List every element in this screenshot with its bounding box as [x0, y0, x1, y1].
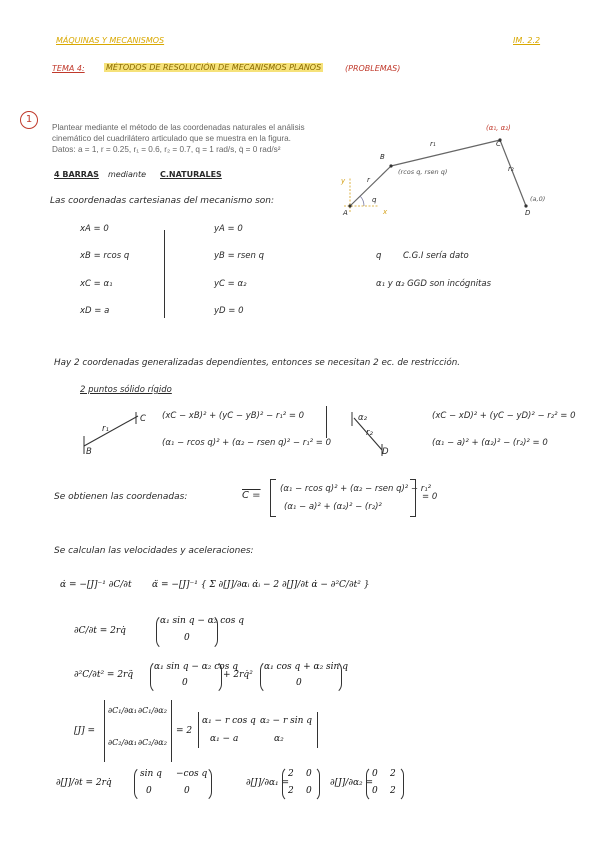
dJda1-21: 2	[288, 786, 294, 796]
section3-bracket-left	[270, 479, 276, 517]
J-r11: α₁ − r cos q	[202, 716, 256, 726]
bar-r	[350, 166, 391, 206]
J-r22: α₂	[274, 734, 284, 744]
d2C-b-r1: α₁ cos q + α₂ sin q	[264, 662, 348, 672]
J-eq: = 2	[176, 726, 193, 736]
label-C: C	[496, 140, 501, 148]
coord-yD: yD = 0	[214, 306, 244, 316]
section1-title-a: 4 BARRAS	[54, 170, 99, 179]
d2C-a-r1: α₁ sin q − α₂ cos q	[154, 662, 238, 672]
cd-label-a2: α₂	[358, 413, 368, 423]
label-a12: (α₁, α₂)	[486, 124, 511, 132]
tema-title-text: MÉTODOS DE RESOLUCIÓN DE MECANISMOS PLANOS	[106, 63, 322, 72]
eq-bc-2: (α₁ − rcos q)² + (α₂ − rsen q)² − r₁² = 0	[162, 438, 331, 448]
section3-eq0: = 0	[422, 492, 438, 502]
eq-velocity-text: α̇ = −[J]⁻¹ ∂C/∂t	[60, 580, 132, 590]
bc-label-B: B	[86, 447, 92, 457]
d2C-b-r2: 0	[296, 678, 302, 688]
eq-acceleration	[152, 580, 369, 590]
subject-title: MÁQUINAS Y MECANISMOS	[56, 36, 165, 45]
eq-cd-2: (α₁ − a)² + (α₂)² − (r₂)² = 0	[432, 438, 548, 448]
label-a0: (a,0)	[530, 195, 546, 203]
problem-statement	[52, 122, 320, 156]
coord-yA: yA = 0	[214, 224, 243, 234]
dJdt-12: −cos q	[176, 769, 208, 779]
section1-line: Las coordenadas cartesianas del mecanismo son:	[50, 196, 275, 206]
coords-divider	[164, 230, 165, 318]
bc-label-C: C	[140, 414, 146, 424]
d2C-a-r2: 0	[182, 678, 188, 688]
section3-line: Se obtienen las coordenadas:	[54, 492, 188, 502]
label-x: x	[383, 208, 388, 216]
joint-A	[348, 204, 351, 207]
statement-line-3: Datos: a = 1, r = 0.25, r₁ = 0.6, r₂ = 0.7, q = 1 rad/s, q̇ = 0 rad/s²	[52, 145, 281, 155]
eq-cd-1: (xC − xD)² + (yC − yD)² − r₂² = 0	[432, 411, 576, 421]
label-A: A	[343, 209, 348, 217]
cd-label-D: D	[382, 447, 389, 457]
dJdt-22: 0	[184, 786, 190, 796]
dJda2-12: 2	[390, 769, 396, 779]
J-lhs: [J] =	[74, 726, 96, 736]
note-q: q	[376, 251, 382, 261]
dJda1-22: 0	[306, 786, 312, 796]
section4-line: Se calculan las velocidades y aceleraciones:	[54, 546, 254, 556]
statement-line-2: cinemático del cuadrilátero articulado que se muestra en la figura.	[52, 134, 291, 144]
label-y: y	[341, 177, 346, 185]
section3-bracket-right	[410, 479, 416, 517]
section2-line: Hay 2 coordenadas generalizadas dependientes, entonces se necesitan 2 ec. de restricción.	[54, 358, 461, 368]
statement-line-1: Plantear mediante el método de las coordenadas naturales el análisis	[52, 123, 305, 132]
coord-yB: yB = rsen q	[214, 251, 265, 261]
joint-B	[389, 164, 392, 167]
bar-r1	[391, 140, 500, 166]
section3-vec: C =	[242, 490, 261, 501]
tema-title	[104, 63, 323, 72]
section2-subtitle: 2 puntos sólido rígido	[80, 385, 172, 395]
d2C-lhs: ∂²C/∂t² = 2rq̈	[74, 670, 134, 680]
dCdt-r2: 0	[184, 633, 190, 643]
label-r1: r₁	[430, 140, 436, 148]
label-D: D	[525, 209, 531, 217]
dJda2-11: 0	[372, 769, 378, 779]
cd-label-r2: r₂	[366, 428, 373, 438]
label-B: B	[380, 153, 385, 161]
coord-xB: xB = rcos q	[80, 251, 130, 261]
J-r12: α₂ − r sin q	[260, 716, 313, 726]
dJda2-lhs: ∂[J]/∂α₂ =	[330, 778, 374, 788]
d2C-plus: + 2rq̇²	[223, 670, 253, 680]
J-m12: ∂C₁/∂α₂	[138, 706, 167, 715]
dJda1-12: 0	[306, 769, 312, 779]
dJda2-22: 2	[390, 786, 396, 796]
problem-number: 1	[20, 111, 38, 129]
eq-velocity	[60, 580, 132, 590]
bc-label-r1: r₁	[102, 424, 109, 434]
J-m22: ∂C₂/∂α₂	[138, 738, 167, 747]
dJdt-11: sin q	[140, 769, 162, 779]
angle-q-arc	[360, 196, 364, 206]
label-coupler: (rcos q, rsen q)	[398, 168, 448, 176]
dCdt-lhs: ∂C/∂t = 2rq̇	[74, 626, 126, 636]
section1-title-c: C.NATURALES	[160, 170, 222, 179]
section2-divider	[326, 406, 327, 438]
dJdt-lhs: ∂[J]/∂t = 2rq̇	[56, 778, 112, 788]
joint-D	[524, 204, 527, 207]
dJda2-21: 0	[372, 786, 378, 796]
label-r: r	[367, 176, 370, 184]
coord-xA: xA = 0	[80, 224, 109, 234]
section3-row1: (α₁ − rcos q)² + (α₂ − rsen q)² − r₁²	[280, 484, 432, 494]
dJda1-lhs: ∂[J]/∂α₁ =	[246, 778, 290, 788]
J-m11: ∂C₁/∂α₁	[108, 706, 137, 715]
dJda1-11: 2	[288, 769, 294, 779]
bar-r2	[500, 140, 526, 206]
coord-xD: xD = a	[80, 306, 110, 316]
dJdt-21: 0	[146, 786, 152, 796]
tema-label: TEMA 4:	[52, 64, 85, 73]
J-r21: α₁ − a	[210, 734, 239, 744]
section3-row2: (α₁ − a)² + (α₂)² − (r₂)²	[284, 502, 382, 512]
note-q-text: C.G.I sería dato	[403, 251, 469, 261]
J-m21: ∂C₂/∂α₁	[108, 738, 137, 747]
eq-bc-1: (xC − xB)² + (yC − yB)² − r₁² = 0	[162, 411, 305, 421]
note-alpha: α₁ y α₂ GGD son incógnitas	[376, 279, 492, 289]
section1-title-b: mediante	[108, 170, 147, 179]
label-r2: r₂	[508, 165, 514, 173]
dCdt-r1: α₁ sin q − α₂ cos q	[160, 616, 244, 626]
eq-acceleration-text: α̈ = −[J]⁻¹ { Σ ∂[J]/∂αᵢ α̇ᵢ − 2 ∂[J]/∂t α̇ − ∂²C/∂t² }	[152, 580, 370, 590]
tema-note: (PROBLEMAS)	[345, 64, 401, 73]
coord-xC: xC = α₁	[80, 279, 113, 289]
label-q: q	[372, 196, 377, 204]
coord-yC: yC = α₂	[214, 279, 247, 289]
page-reference: IM. 2.2	[513, 36, 541, 45]
